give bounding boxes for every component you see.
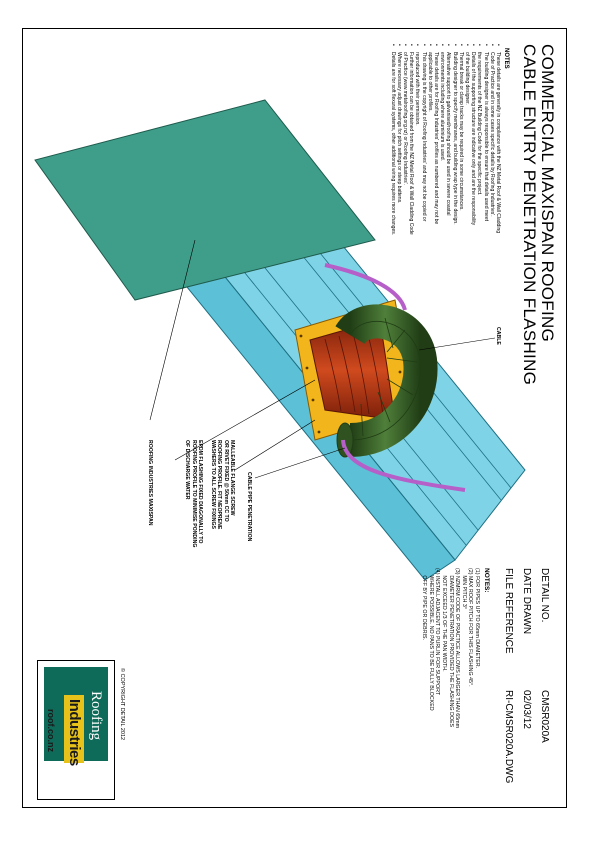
right-note-line: DIAMETER PENETRATION PROVIDED THE FLASHING DOES [447,568,454,728]
note-text: These details are generally in compliance with the NZ Metal Roof & Wall Cladding [495,52,501,234]
date-drawn-value: 02/03/12 [521,690,532,729]
right-note-line: (4) INSTALL ADJACENT TO PURLIN FOR SUPPORT [434,568,441,696]
note-bullet: • [395,44,402,46]
note-text: of the building designer. [463,52,470,105]
note-bullet: • [401,44,408,46]
date-drawn-key: DATE DRAWN [521,568,532,635]
roofing-industries-logo [37,660,115,800]
note-text: of Practice (www.metalroofing.org.nz) or Roofing Industries'. [401,52,408,185]
detail-no-value: CMSR020A [539,690,550,743]
note-bullet: • [482,44,489,46]
note-text: Where necessary adjust drawings for pitch settings or steep battens. [395,52,402,204]
file-reference-key: FILE REFERENCE [503,568,514,654]
right-notes-heading: NOTES: [483,568,490,593]
drawing-title-line1: COMMERCIAL MAXISPAN ROOFING [538,44,557,343]
label-flange-line: OR RIVET FIXED @ 50mm CC TO [222,440,229,522]
note-text: Code of Practice and in some cases specific details by Roofing Industries'. [488,52,495,217]
right-note-line: (1) FOR PIPES UP TO 65mm DIAMETER. [474,568,480,669]
note-bullet: • [408,44,415,46]
note-text: reproduced with their permission. [414,52,421,126]
note-bullet: • [451,44,458,46]
notes-heading: NOTES [503,48,509,69]
right-note-line: OFF BY PIPE OR DEBRIS. [421,568,428,641]
label-flange-line: ROOFING PROFILE. FIT NEOPRENE [216,440,223,530]
note-bullet: • [426,44,433,46]
detail-no-key: DETAIL NO. [539,568,550,623]
note-text: environments including where aluminium is used. [439,52,446,161]
note-text: This drawing is the copyright of Roofing Industries' and may not be copied or [420,52,427,222]
note-bullet: • [495,44,501,46]
note-bullet: • [463,44,470,46]
note-bullet: • [470,44,477,46]
note-bullet: • [457,44,464,46]
note-text: Details of the supporting structure are indicative only and are the responsibility [470,52,477,226]
logo-website: roof.co.nz [46,709,56,752]
label-flange-line: MALLEABLE FLANGE SCREW [229,440,235,516]
right-note-line: MIN PITCH 3° [460,568,467,609]
right-note-line: NOT EXCEED 1/3 OF THE PAN WIDTH. [441,568,448,672]
label-cable-pipe: CABLE PIPE PENETRATION [246,472,252,542]
note-bullet: • [439,44,446,46]
note-bullet: • [432,44,439,46]
right-notes [421,568,480,768]
label-cable: CABLE [495,327,501,345]
label-epdm-line: OF DISCHARGE WATER [184,440,191,500]
file-reference-value: RI-CMSR020A.DWG [503,690,514,784]
note-bullet: • [476,44,483,46]
logo-word-industries: Industries [66,699,83,766]
label-flange-line: WASHERS TO ALL SCREW FIXINGS [209,440,216,529]
label-epdm-line: ROOFING PROFILE TO MINIMISE PONDING [190,440,197,548]
note-bullet: • [414,44,421,46]
right-note-line: (3) NZMRM CODE OF PRACTICE ALLOWS LARGER THAN 65mm [454,568,461,729]
note-text: Building designer to specify membranes, and building wrap type in the design. [451,52,458,225]
logo-word-roofing: Roofing [88,691,104,741]
label-flange [209,440,235,529]
note-bullet: • [389,44,396,46]
label-epdm [184,440,203,547]
note-text: These details are for Roofing Industries' profiles as numbered and may not be [432,52,439,225]
note-text: applicable to other profiles. [426,52,433,112]
right-note-line: WHERE POSSIBLE. NO PANS TO BE FULLY BLOCKED [427,568,434,711]
label-roofing: ROOFING INDUSTRIES MAXISPAN [147,440,153,526]
note-text: The building designer is always responsible to ensure that details used meet [482,52,489,221]
note-bullet: • [420,44,427,46]
note-text: Further information can be obtained from the NZ Metal Roof & Wall Cladding Code [408,52,415,235]
note-bullet: • [445,44,452,46]
note-text: Details are for soft flexural systems, other additional wiring requires more changes. [389,52,396,236]
note-text: the requirements of the NZ Building Code for the specific project. [476,52,483,196]
note-text: Alternative support to galvanised/roofing should be used in severe coastal [445,52,452,216]
label-epdm-line: EPDM FLASHING FIXED DIAGONALLY TO [197,440,203,544]
note-bullet: • [488,44,495,46]
note-text: Thermal break or clamp tracks may be required in some circumstances. [457,52,464,211]
copyright: © COPYRIGHT DETAIL 2012 [119,668,125,741]
drawing-title-line2: CABLE ENTRY PENETRATION FLASHING [520,44,539,386]
right-note-line: (2) MAX ROOF PITCH FOR THIS FLASHING 45°. [467,568,474,687]
